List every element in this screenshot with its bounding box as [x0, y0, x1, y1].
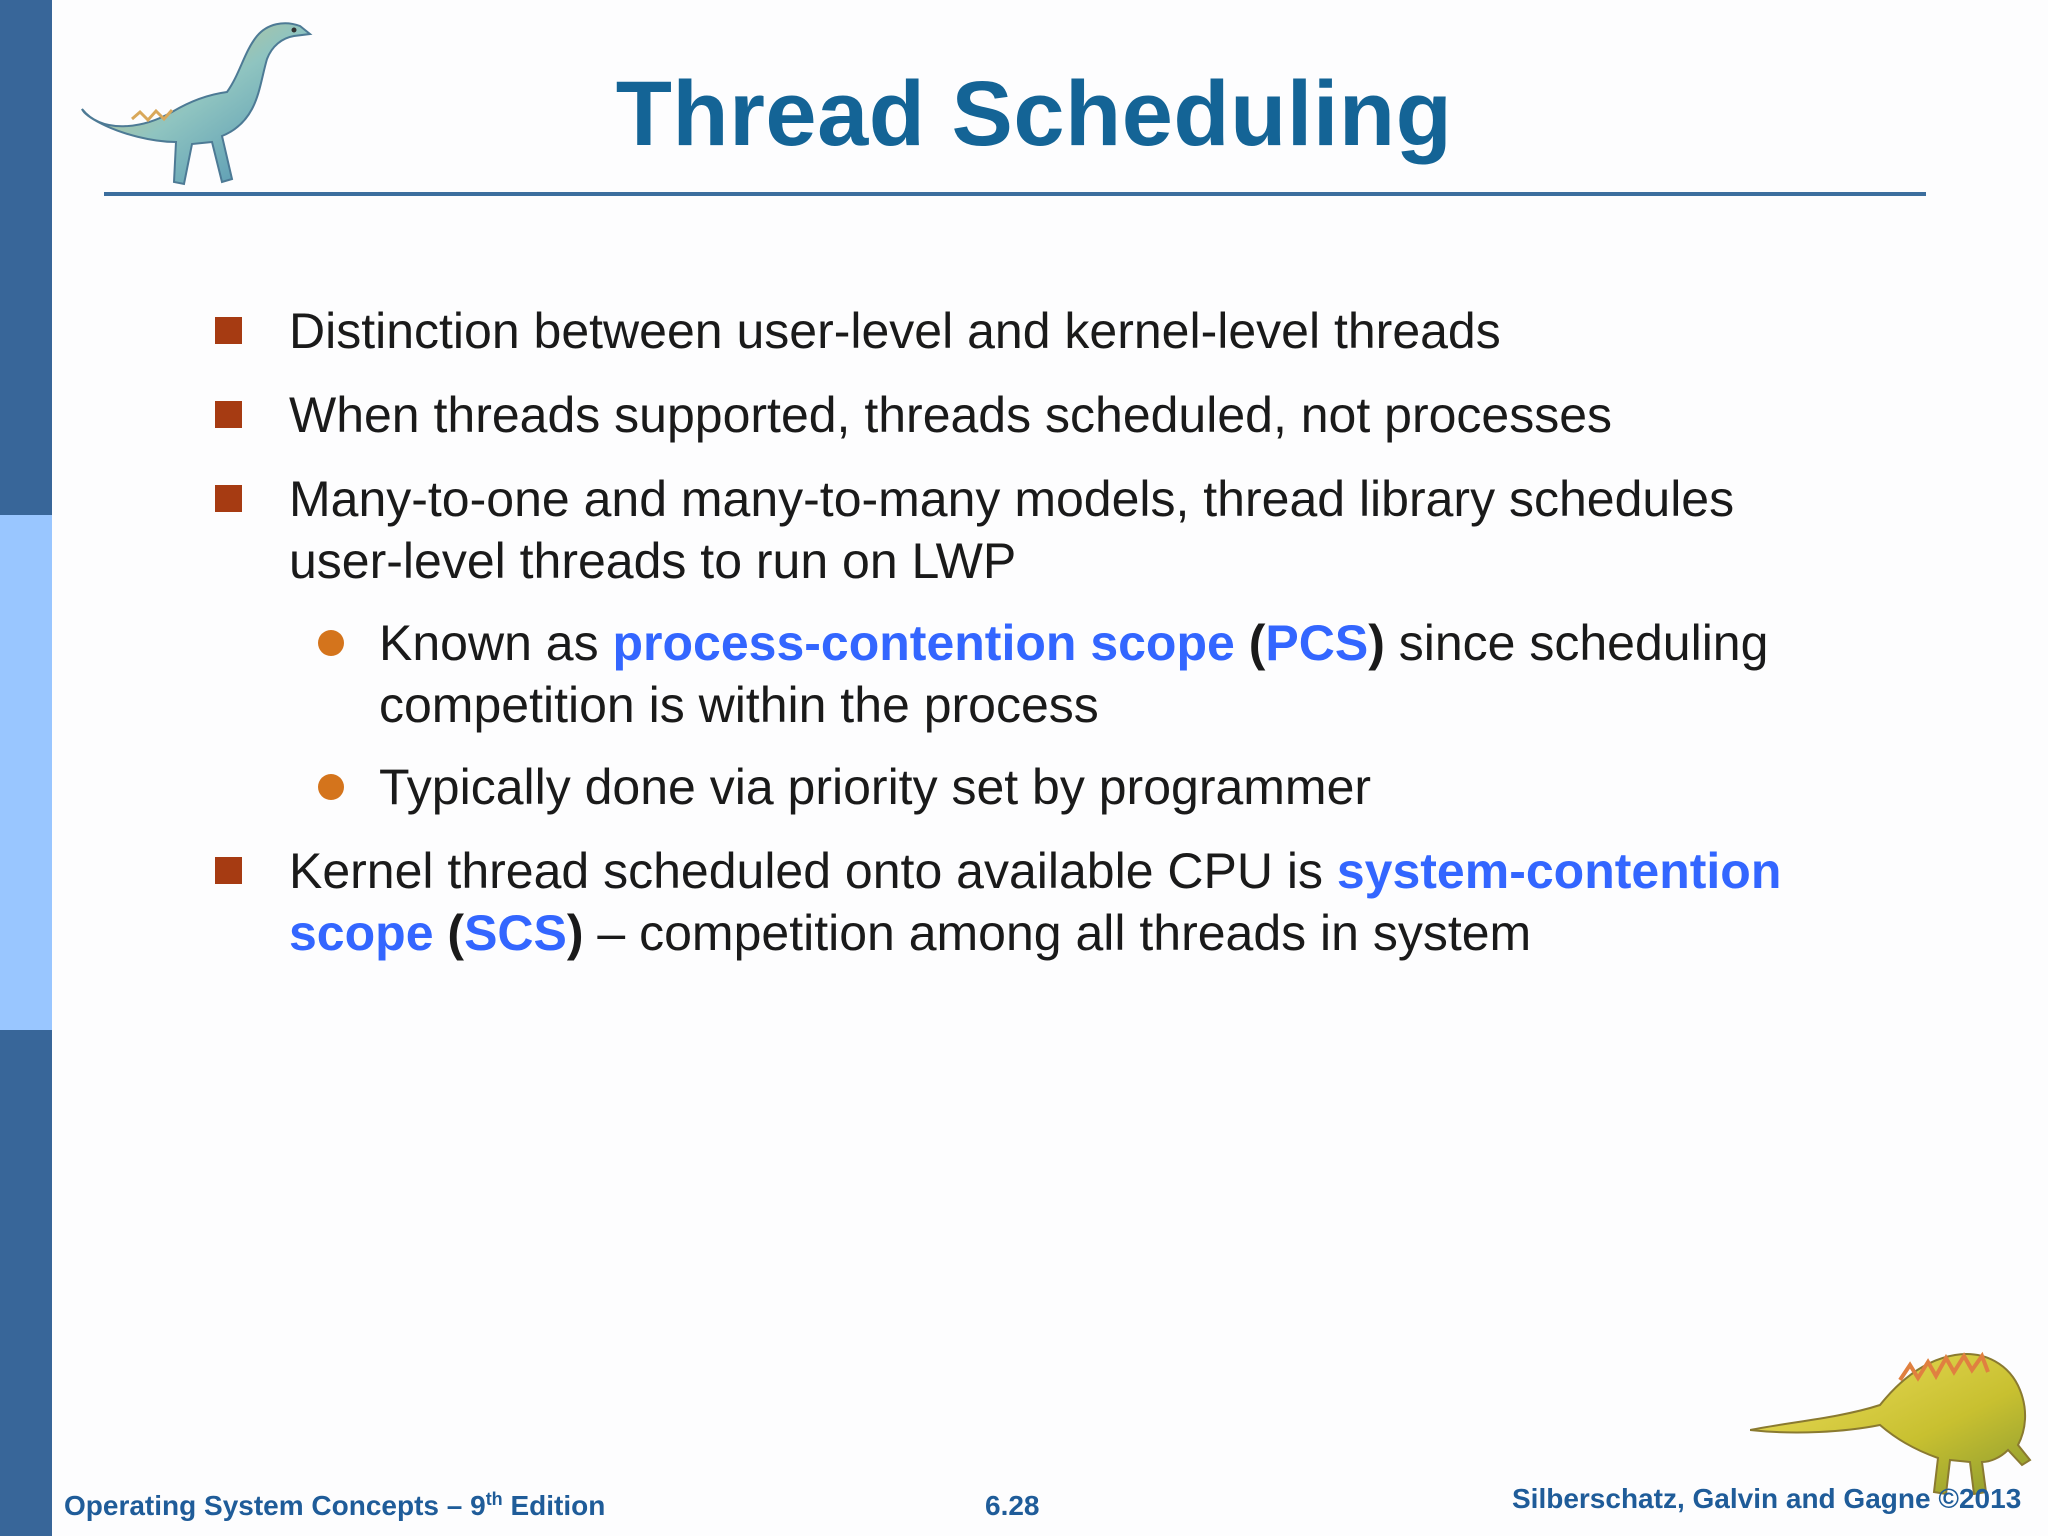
- term-highlight: system-contention: [1336, 843, 1782, 899]
- bullet-item: Kernel thread scheduled onto available CPU is system-contention scope (SCS) – competition among all threads in system: [289, 843, 1782, 961]
- sidebar-middle-band: [0, 515, 52, 1030]
- round-bullet-icon: [318, 630, 344, 656]
- sidebar-bottom-band: [0, 1030, 52, 1536]
- square-bullet-icon: [215, 485, 242, 512]
- dinosaur-bottom-icon: [1750, 1310, 2040, 1500]
- footer-book-title: Operating System Concepts – 9th Edition: [64, 1489, 606, 1521]
- sub-bullet-item: Known as process-contention scope (PCS) since scheduling competition is within the process: [379, 615, 1769, 733]
- round-bullet-icon: [318, 774, 344, 800]
- footer-page-number: 6.28: [985, 1490, 1040, 1521]
- abbr-highlight: PCS: [1265, 615, 1369, 671]
- bullet-line: user-level threads to run on LWP: [289, 533, 1017, 589]
- title-divider: [104, 192, 1926, 196]
- square-bullet-icon: [215, 857, 242, 884]
- bullet-item: When threads supported, threads scheduled, not processes: [289, 387, 1613, 443]
- square-bullet-icon: [215, 317, 242, 344]
- abbr-highlight: SCS: [464, 905, 567, 961]
- square-bullet-icon: [215, 401, 242, 428]
- footer-authors: Silberschatz, Galvin and Gagne ©2013: [1512, 1483, 2022, 1514]
- bullet-item: Distinction between user-level and kernel-level threads: [289, 303, 1501, 359]
- slide-title: Thread Scheduling: [615, 63, 1453, 165]
- term-highlight: scope: [289, 905, 434, 961]
- bullet-item: [289, 468, 1869, 592]
- term-highlight: process-contention scope: [612, 615, 1235, 671]
- bullet-line: Many-to-one and many-to-many models, thread library schedules: [289, 471, 1735, 527]
- sub-bullet-item: Typically done via priority set by programmer: [379, 759, 1372, 815]
- left-sidebar: [0, 0, 52, 1536]
